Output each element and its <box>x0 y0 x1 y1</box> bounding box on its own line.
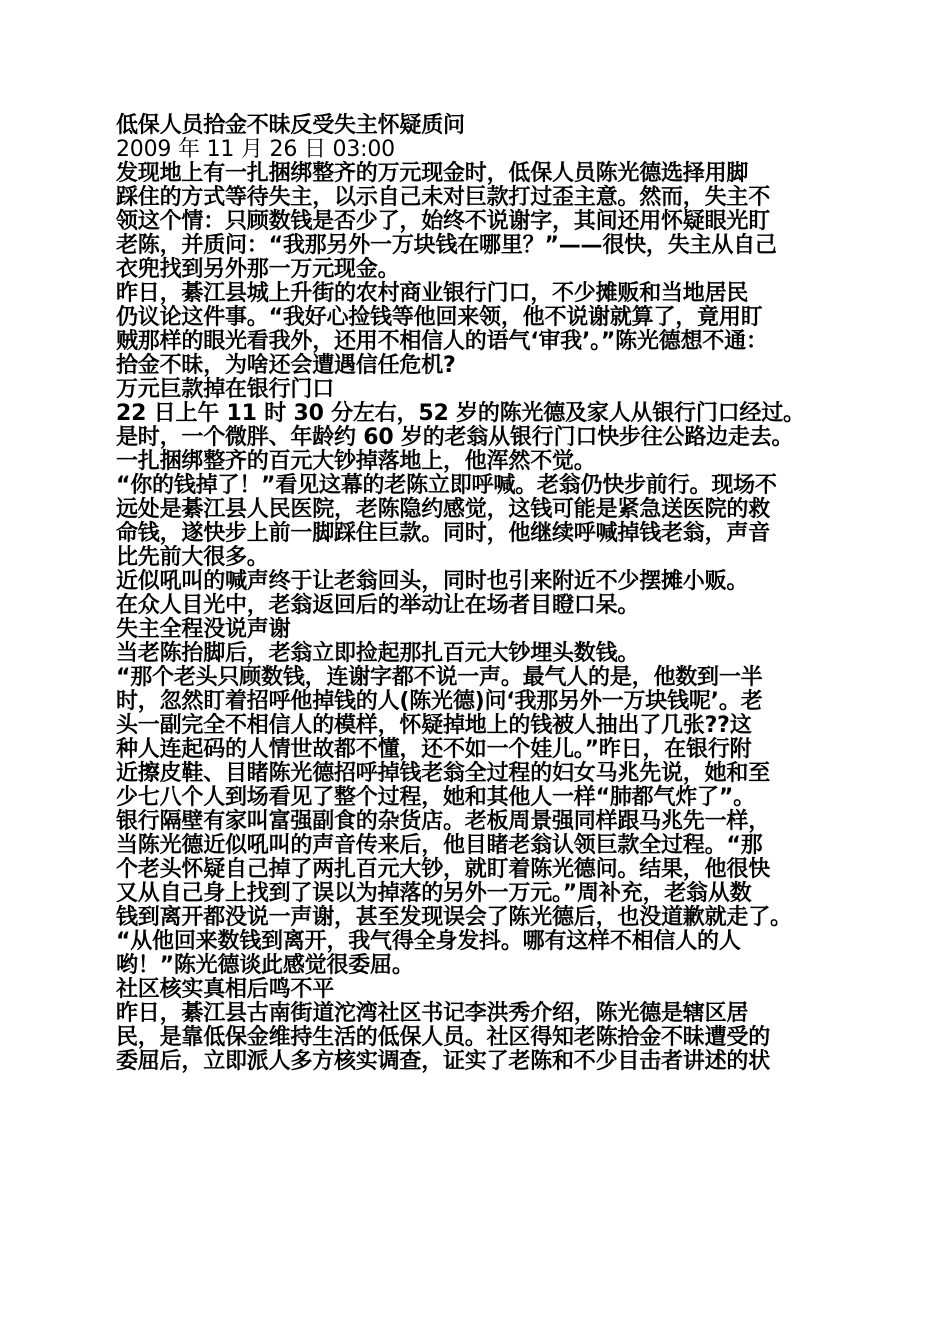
body-text-line: 老陈，并质问：“我那另外一万块钱在哪里？”——很快，失主从自己 <box>116 233 777 258</box>
body-text-line: “你的钱掉了！”看见这幕的老陈立即呼喊。老翁仍快步前行。现场不 <box>116 473 777 498</box>
body-text-line: 个老头怀疑自己掉了两扎百元大钞，就盯着陈光德问。结果，他很快 <box>116 857 771 882</box>
body-text-line: 近似吼叫的喊声终于让老翁回头，同时也引来附近不少摆摊小贩。 <box>116 569 749 594</box>
body-text-line: 远处是綦江县人民医院，老陈隐约感觉，这钱可能是紧急送医院的救 <box>116 497 771 522</box>
body-text-line: 当老陈抬脚后，老翁立即捡起那扎百元大钞埋头数钱。 <box>116 641 640 666</box>
body-text-line: “那个老头只顾数钱，连谢字都不说一声。最气人的是，他数到一半 <box>116 665 763 690</box>
article-title: 低保人员拾金不昧反受失主怀疑质问 <box>116 113 465 138</box>
body-text-line: 仍议论这件事。“我好心捡钱等他回来领，他不说谢就算了，竟用盯 <box>116 305 763 330</box>
body-text-line: 种人连起码的人情世故都不懂，还不如一个娃儿。”昨日，在银行附 <box>116 737 752 762</box>
body-text-line: 22 日上午 11 时 30 分左右，52 岁的陈光德及家人从银行门口经过。 <box>116 401 805 426</box>
body-text-line: “从他回来数钱到离开，我气得全身发抖。哪有这样不相信人的人 <box>116 929 741 954</box>
body-text-line: 领这个情：只顾数钱是否少了，始终不说谢字，其间还用怀疑眼光盯 <box>116 209 771 234</box>
body-text-line: 民，是靠低保金维持生活的低保人员。社区得知老陈拾金不昧遭受的 <box>116 1025 771 1050</box>
body-text-line: 贼那样的眼光看我外，还用不相信人的语气‘审我’。”陈光德想不通： <box>116 329 768 354</box>
section-heading: 万元巨款掉在银行门口 <box>116 377 335 402</box>
body-text-line: 头一副完全不相信人的模样，怀疑掉地上的钱被人抽出了几张??这 <box>116 713 752 738</box>
body-text-line: 委屈后，立即派人多方核实调查，证实了老陈和不少目击者讲述的状 <box>116 1049 771 1074</box>
body-text-line: 一扎捆绑整齐的百元大钞掉落地上，他浑然不觉。 <box>116 449 596 474</box>
body-text-line: 踩住的方式等待失主，以示自己未对巨款打过歪主意。然而，失主不 <box>116 185 771 210</box>
section-heading: 失主全程没说声谢 <box>116 617 291 642</box>
body-text-line: 哟！”陈光德谈此感觉很委屈。 <box>116 953 414 978</box>
body-text-line: 昨日，綦江县古南街道沱湾社区书记李洪秀介绍，陈光德是辖区居 <box>116 1001 749 1026</box>
body-text-line: 银行隔壁有家叫富强副食的杂货店。老板周景强同样跟马兆先一样， <box>116 809 771 834</box>
body-text-line: 当陈光德近似吼叫的声音传来后，他目睹老翁认领巨款全过程。“那 <box>116 833 763 858</box>
body-text-line: 命钱，遂快步上前一脚踩住巨款。同时，他继续呼喊掉钱老翁，声音 <box>116 521 771 546</box>
body-text-line: 是时，一个微胖、年龄约 60 岁的老翁从银行门口快步往公路边走去。 <box>116 425 794 450</box>
body-text-line: 时，忽然盯着招呼他掉钱的人(陈光德)问‘我那另外一万块钱呢’。老 <box>116 689 763 714</box>
body-text-line: 昨日，綦江县城上升街的农村商业银行门口，不少摊贩和当地居民 <box>116 281 749 306</box>
body-text-line: 发现地上有一扎捆绑整齐的万元现金时，低保人员陈光德选择用脚 <box>116 161 749 186</box>
body-text-line: 在众人目光中，老翁返回后的举动让在场者目瞪口呆。 <box>116 593 640 618</box>
document-page <box>116 114 840 1074</box>
body-text-line: 钱到离开都没说一声谢，甚至发现误会了陈光德后，也没道歉就走了。 <box>116 905 792 930</box>
article-date: 2009 年 11 月 26 日 03:00 <box>116 137 395 162</box>
body-text-line: 近擦皮鞋、目睹陈光德招呼掉钱老翁全过程的妇女马兆先说，她和至 <box>116 761 771 786</box>
body-text-line: 衣兜找到另外那一万元现金。 <box>116 257 400 282</box>
body-text-line: 拾金不昧，为啥还会遭遇信任危机? <box>116 353 456 378</box>
body-text-line: 少七八个人到场看见了整个过程，她和其他人一样“肺都气炸了”。 <box>116 785 755 810</box>
body-text-line: 又从自己身上找到了误以为掉落的另外一万元。”周补充，老翁从数 <box>116 881 752 906</box>
section-heading: 社区核实真相后鸣不平 <box>116 977 335 1002</box>
body-text-line: 比先前大很多。 <box>116 545 269 570</box>
